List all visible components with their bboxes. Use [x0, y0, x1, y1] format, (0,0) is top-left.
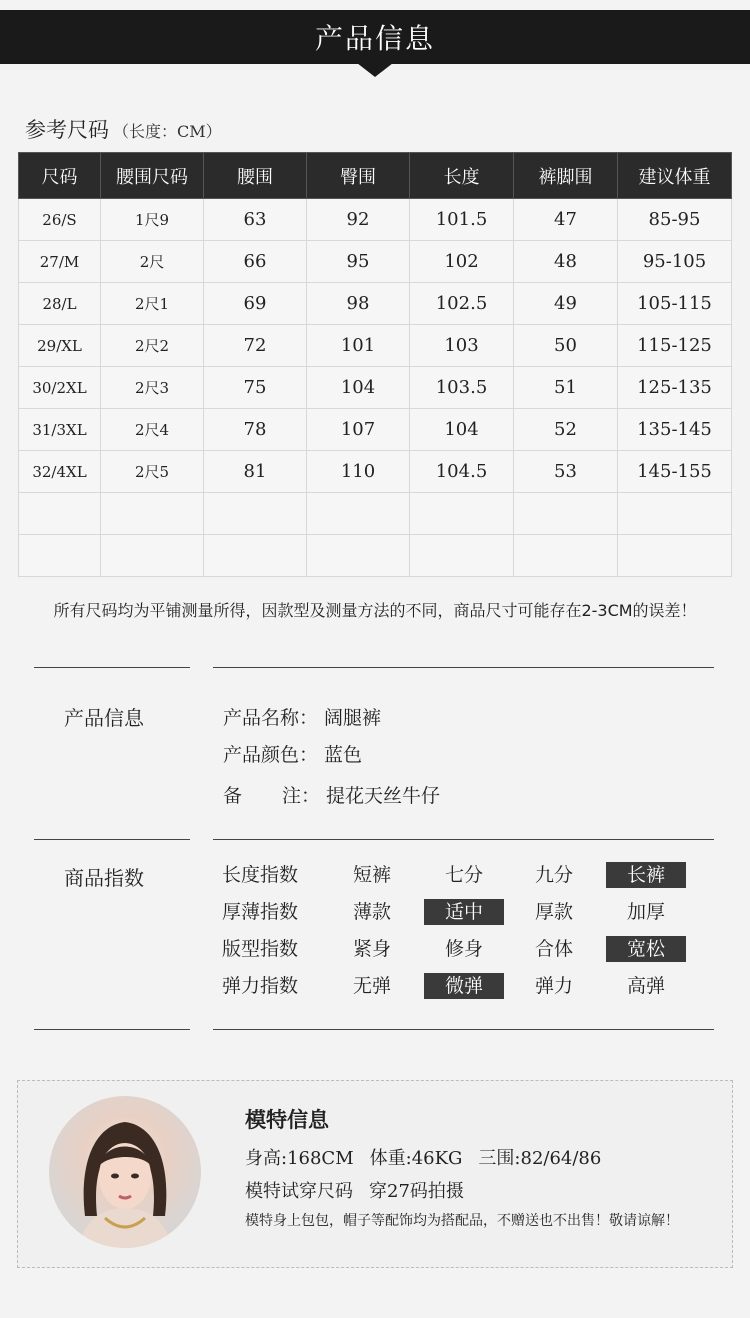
divider [34, 667, 190, 668]
table-cell: 51 [514, 367, 618, 409]
table-cell: 30/2XL [19, 367, 101, 409]
product-info-title: 产品信息 [64, 706, 144, 730]
empty-table-row [19, 493, 732, 535]
table-cell: 95-105 [618, 241, 732, 283]
model-try-label: 模特试穿尺码 [245, 1181, 353, 1202]
size-column-header: 尺码 [19, 153, 101, 199]
index-row-label: 长度指数 [222, 864, 299, 886]
table-cell: 115-125 [618, 325, 732, 367]
table-cell: 105-115 [618, 283, 732, 325]
table-cell: 50 [514, 325, 618, 367]
product-remark-value: 提花天丝牛仔 [326, 785, 441, 807]
table-cell [618, 493, 732, 535]
table-cell: 135-145 [618, 409, 732, 451]
table-cell [101, 493, 204, 535]
table-cell: 2尺2 [101, 325, 204, 367]
table-cell: 101 [307, 325, 410, 367]
size-column-header: 臀围 [307, 153, 410, 199]
model-measurements: 三围:82/64/86 [478, 1148, 602, 1169]
divider [213, 839, 714, 840]
index-row [222, 899, 702, 925]
size-table-body [19, 199, 732, 577]
index-option: 无弹 [352, 975, 391, 997]
table-cell [101, 535, 204, 577]
size-column-header: 裤脚围 [514, 153, 618, 199]
size-table-header [19, 153, 732, 199]
index-row-label: 版型指数 [222, 938, 299, 960]
model-weight: 体重:46KG [369, 1148, 463, 1169]
remark-label-a: 备 [223, 785, 283, 807]
table-cell: 48 [514, 241, 618, 283]
header-banner [0, 10, 750, 64]
index-option: 薄款 [352, 901, 391, 923]
model-stats-line [245, 1144, 601, 1170]
table-cell: 81 [204, 451, 307, 493]
model-info-title: 模特信息 [245, 1108, 329, 1132]
table-row [19, 241, 732, 283]
table-cell: 107 [307, 409, 410, 451]
size-column-header: 腰围尺码 [101, 153, 204, 199]
table-cell: 27/M [19, 241, 101, 283]
table-cell: 2尺1 [101, 283, 204, 325]
table-cell: 1尺9 [101, 199, 204, 241]
index-option: 合体 [534, 938, 573, 960]
table-cell [618, 535, 732, 577]
product-name-label: 产品名称： [223, 707, 319, 729]
table-cell: 52 [514, 409, 618, 451]
table-cell: 31/3XL [19, 409, 101, 451]
table-cell: 78 [204, 409, 307, 451]
model-size-line [245, 1177, 464, 1203]
divider [213, 1029, 714, 1030]
table-cell: 29/XL [19, 325, 101, 367]
model-try-value: 穿27码拍摄 [369, 1181, 464, 1202]
index-option: 弹力 [534, 975, 573, 997]
table-cell: 103.5 [410, 367, 514, 409]
table-cell: 72 [204, 325, 307, 367]
table-cell [19, 493, 101, 535]
remark-label-b: 注： [282, 785, 321, 807]
table-cell: 2尺 [101, 241, 204, 283]
table-cell [514, 493, 618, 535]
product-name-value: 阔腿裤 [324, 707, 382, 729]
index-row-label: 厚薄指数 [222, 901, 299, 923]
model-portrait-icon [49, 1096, 201, 1248]
index-option: 高弹 [626, 975, 665, 997]
table-row [19, 367, 732, 409]
product-color-value: 蓝色 [324, 744, 363, 766]
table-cell: 32/4XL [19, 451, 101, 493]
table-cell: 63 [204, 199, 307, 241]
table-cell: 104 [307, 367, 410, 409]
size-caption [25, 114, 222, 144]
divider [213, 667, 714, 668]
table-row [19, 325, 732, 367]
table-row [19, 451, 732, 493]
index-option: 加厚 [626, 901, 665, 923]
table-cell: 2尺3 [101, 367, 204, 409]
table-cell: 47 [514, 199, 618, 241]
table-cell: 2尺5 [101, 451, 204, 493]
size-column-header: 长度 [410, 153, 514, 199]
table-cell: 103 [410, 325, 514, 367]
model-accessory-note: 模特身上包包，帽子等配饰均为搭配品，不赠送也不出售！敬请谅解！ [245, 1213, 679, 1229]
table-cell [410, 535, 514, 577]
table-cell [204, 535, 307, 577]
index-option: 厚款 [534, 901, 573, 923]
table-cell: 102.5 [410, 283, 514, 325]
table-cell: 53 [514, 451, 618, 493]
divider [34, 1029, 190, 1030]
banner-notch [357, 63, 393, 77]
table-cell [204, 493, 307, 535]
table-cell: 125-135 [618, 367, 732, 409]
page-title: 产品信息 [314, 22, 435, 55]
product-name-line [223, 703, 381, 730]
index-row [222, 936, 702, 962]
table-cell: 110 [307, 451, 410, 493]
index-option: 紧身 [352, 938, 391, 960]
size-table [18, 152, 732, 577]
table-cell [307, 535, 410, 577]
size-column-header: 腰围 [204, 153, 307, 199]
product-index-title: 商品指数 [64, 866, 144, 890]
table-row [19, 409, 732, 451]
index-option-selected: 长裤 [606, 862, 686, 888]
table-cell: 95 [307, 241, 410, 283]
table-cell: 66 [204, 241, 307, 283]
index-row-label: 弹力指数 [222, 975, 299, 997]
model-height: 身高:168CM [245, 1148, 354, 1169]
table-cell: 145-155 [618, 451, 732, 493]
empty-table-row [19, 535, 732, 577]
table-cell [514, 535, 618, 577]
index-row [222, 973, 702, 999]
model-avatar [49, 1096, 201, 1248]
index-row [222, 862, 702, 888]
index-option: 七分 [444, 864, 483, 886]
index-option: 修身 [444, 938, 483, 960]
product-color-label: 产品颜色： [223, 744, 319, 766]
size-column-header: 建议体重 [618, 153, 732, 199]
table-cell: 85-95 [618, 199, 732, 241]
table-cell [307, 493, 410, 535]
table-cell: 101.5 [410, 199, 514, 241]
table-row [19, 199, 732, 241]
product-remark-line [223, 781, 440, 808]
index-option-selected: 适中 [424, 899, 504, 925]
table-row [19, 283, 732, 325]
table-cell: 92 [307, 199, 410, 241]
table-cell: 104 [410, 409, 514, 451]
index-option: 九分 [534, 864, 573, 886]
size-caption-title: 参考尺码 [25, 118, 109, 142]
divider [34, 839, 190, 840]
table-cell [19, 535, 101, 577]
index-option-selected: 微弹 [424, 973, 504, 999]
product-color-line [223, 740, 362, 767]
table-cell: 104.5 [410, 451, 514, 493]
size-unit-note: （长度：CM） [113, 122, 222, 141]
size-disclaimer: 所有尺码均为平铺测量所得，因款型及测量方法的不同，商品尺寸可能存在2-3CM的误差！ [53, 601, 697, 620]
table-cell: 2尺4 [101, 409, 204, 451]
table-cell: 75 [204, 367, 307, 409]
table-cell: 28/L [19, 283, 101, 325]
table-cell: 69 [204, 283, 307, 325]
table-cell: 98 [307, 283, 410, 325]
table-cell: 26/S [19, 199, 101, 241]
index-option: 短裤 [352, 864, 391, 886]
table-cell: 102 [410, 241, 514, 283]
table-cell: 49 [514, 283, 618, 325]
table-cell [410, 493, 514, 535]
index-option-selected: 宽松 [606, 936, 686, 962]
